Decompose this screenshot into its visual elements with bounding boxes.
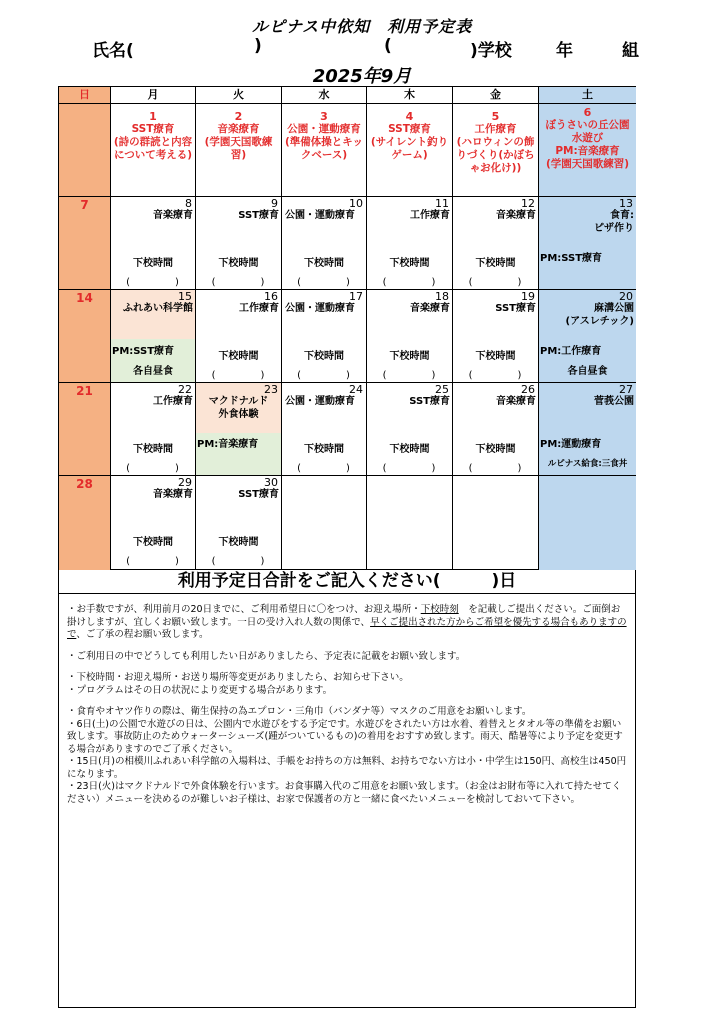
dismissal-time-field[interactable]: ( ) [126,556,180,567]
pm-activity: PM:SST療育 [112,346,175,357]
day-cell-11[interactable] [367,197,453,290]
dismissal-time-field[interactable]: ( ) [126,277,180,288]
day-activity: 音楽療育 [153,210,193,221]
day-number: 22 [178,383,192,396]
day-cell-14[interactable] [59,290,111,383]
day-number: 19 [521,290,535,303]
dismissal-time-label: 下校時間 [475,351,516,362]
day-activity: 菅莪公園 [594,396,634,407]
pm-activity: PM:音楽療育 [197,439,259,450]
month-title: 2025年9月 [312,66,412,87]
day-number: 1 [149,110,157,123]
day-cell-19[interactable] [453,290,539,383]
day-cell-16[interactable] [196,290,282,383]
school-label: )学校 [470,41,512,61]
day-activity: SST療育 [409,396,450,407]
day-number: 18 [435,290,449,303]
day-cell-30[interactable] [196,476,282,570]
lunch-note: 各自昼食 [133,366,173,377]
day-number: 29 [178,476,192,489]
day-activity: 音楽療育 [410,303,450,314]
day-number: 25 [435,383,449,396]
day-cell-4[interactable] [367,104,453,197]
dismissal-time-label: 下校時間 [218,537,259,548]
day-cell-3[interactable] [282,104,367,197]
dismissal-time-field[interactable]: ( ) [382,463,437,474]
day-activity: SST療育 [238,489,279,500]
pm-activity: PM:運動療育 [540,439,602,450]
day-activity: ふれあい科学館 [123,303,193,314]
calendar-grid [58,86,636,570]
day-number: 27 [619,383,633,396]
day-cell-24[interactable] [282,383,367,476]
dismissal-time-field[interactable]: ( ) [297,277,351,288]
day-cell-27[interactable] [539,383,636,476]
day-activity: 工作療育 [239,303,279,314]
day-number: 24 [349,383,363,396]
lunch-note: ルピナス給食:三食丼 [547,459,628,469]
dismissal-time-label: 下校時間 [133,444,173,455]
day-cell-9[interactable] [196,197,282,290]
day-number: 12 [521,197,535,210]
day-cell-6[interactable] [539,104,636,197]
name-label: 氏名( [92,41,134,61]
dismissal-time-field[interactable]: ( ) [297,370,351,381]
day-number: 17 [349,290,363,303]
dismissal-time-field[interactable]: ( ) [382,277,437,288]
weekday-thu: 木 [367,87,453,104]
pm-activity: PM:工作療育 [540,346,602,357]
day-number: 20 [619,290,633,303]
day-activity: ぼうさいの丘公園 水遊び PM:音楽療育 (学園天国歌練習) [545,119,630,170]
page-title: ルピナス中依知 利用予定表 [251,17,473,36]
day-number: 5 [491,110,500,123]
day-number: 9 [271,197,278,210]
day-activity: SST療育 (詩の群読と内容について考える) [113,123,193,161]
day-activity: 工作療育 [410,210,450,221]
dismissal-time-label: 下校時間 [475,258,516,269]
day-activity: 音楽療育 [153,489,193,500]
day-cell-21[interactable] [59,383,111,476]
day-cell-15[interactable] [111,290,196,383]
note-priority-days: ・ご利用日の中でどうしても利用したい日がありましたら、予定表に記載をお願い致します。 [67,650,466,662]
weekday-sat: 土 [539,87,636,104]
dismissal-time-label: 下校時間 [475,444,516,455]
day-number: 16 [264,290,278,303]
dismissal-time-label: 下校時間 [389,258,430,269]
dismissal-time-field[interactable]: ( ) [211,370,266,381]
day-number: 10 [349,197,363,210]
day-activity: SST療育 (サイレント釣りゲーム) [370,123,449,161]
day-cell-17[interactable] [282,290,367,383]
day-activity: SST療育 [238,210,279,221]
dismissal-time-label: 下校時間 [389,444,430,455]
day-activity: 食育: ピザ作り [594,210,634,234]
day-activity: 公園・運動療育 [285,303,355,314]
day-activity: 工作療育 (ハロウィンの飾りづくり(かぼちゃお化け)) [456,123,535,174]
day-activity: 工作療育 [153,396,193,407]
day-number: 14 [76,291,93,305]
day-activity: 音楽療育 [496,396,536,407]
day-activity: 麻溝公園 (アスレチック) [565,303,634,327]
day-number: 30 [264,476,278,489]
dismissal-time-label: 下校時間 [304,444,344,455]
dismissal-time-field[interactable]: ( ) [468,463,523,474]
day-cell-28[interactable] [59,476,111,570]
day-number: 15 [178,290,192,303]
day-number: 2 [234,110,243,123]
day-cell-empty [539,476,636,570]
day-cell-26[interactable] [453,383,539,476]
weekday-mon: 月 [111,87,196,104]
day-number: 26 [521,383,535,396]
note-changes: ・下校時間・お迎え場所・お送り場所等変更がありましたら、お知らせ下さい。 ・プログラムはその日の状況により変更する場合があります。 [67,672,409,696]
day-activity: 音楽療育 (学園天国歌練習) [204,123,273,161]
dismissal-time-label: 下校時間 [133,258,173,269]
day-number: 11 [435,197,449,210]
day-activity: 公園・運動療育 [285,396,355,407]
day-number: 6 [583,106,592,119]
dismissal-time-field[interactable]: ( ) [468,277,523,288]
day-cell-empty [282,476,367,570]
name-school-line [92,36,652,60]
day-activity: マクドナルド 外食体験 [208,396,269,420]
weekday-sun: 日 [59,87,111,104]
day-cell-7[interactable] [59,197,111,290]
day-cell-empty [367,476,453,570]
day-cell-10[interactable] [282,197,367,290]
dismissal-time-field[interactable]: ( ) [468,370,523,381]
note-submission: ・お手数ですが、利用前月の20日までに、ご利用希望日に〇をつけ、お迎え場所・下校時刻 を記載しご提出ください。ご面倒お掛けしますが、宜しくお願い致します。一日の受け入れ人数の関係で、早くご提出された方からご希望を優先する場合もありますので、ご了承の程お願い致します。 [67,604,627,640]
day-cell-empty [453,476,539,570]
dismissal-time-label: 下校時間 [218,351,259,362]
dismissal-time-label: 下校時間 [218,258,259,269]
day-cell-29[interactable] [111,476,196,570]
note-details: ・食育やオヤツ作りの際は、衛生保持の為エプロン・三角巾（バンダナ等）マスクのご用意をお願いします。 ・6日(土)の公園で水遊びの日は、公園内で水遊びをする予定です。水遊びをされたい方は水着、着替えとタオル等の準備をお願い致します。事故防止のためウォーターシューズ(踵がついているもの)の着用をおすすめ致します。雨天、酷暑等により予定を変更する場合がありますのでご了承ください。 ・15日(月)の相模川ふれあい科学館の入場料は、手帳をお持ちの方は無料、お持ちでない方は小・中学生は150円、高校生は450円になります。 ・23日(火)はマクドナルドで外食体験を行います。お食事購入代のご用意をお願い致します。（お金はお財布等に入れて持たせてください）メニューを決めるのが難しいお子様は、お家で保護者の方と一緒に食べたいメニューを検討しておいて下さい。 [67,706,627,805]
dismissal-time-label: 下校時間 [304,351,344,362]
class-label: 組 [622,41,639,61]
day-cell-18[interactable] [367,290,453,383]
day-cell-20[interactable] [539,290,636,383]
day-activity: 公園・運動療育 (準備体操とキックベース) [284,123,364,161]
day-number: 23 [264,383,278,396]
day-cell-12[interactable] [453,197,539,290]
dismissal-time-field[interactable]: ( ) [211,277,266,288]
day-number: 8 [185,197,192,210]
dismissal-time-field[interactable]: ( ) [126,463,180,474]
weekday-wed: 水 [282,87,367,104]
day-cell-25[interactable] [367,383,453,476]
day-cell-1[interactable] [111,104,196,197]
weekday-fri: 金 [453,87,539,104]
dismissal-time-label: 下校時間 [304,258,344,269]
dismissal-time-field[interactable]: ( ) [382,370,437,381]
day-number: 3 [320,110,328,123]
dismissal-time-field[interactable]: ( ) [297,463,351,474]
day-number: 13 [619,197,633,210]
dismissal-time-label: 下校時間 [133,537,173,548]
dismissal-time-label: 下校時間 [389,351,430,362]
dismissal-time-field[interactable]: ( ) [211,556,266,567]
day-number: 21 [76,384,93,398]
notes-section [58,594,636,1008]
year-label: 年 [556,41,573,61]
pm-activity: PM:SST療育 [540,253,603,264]
day-cell-23[interactable] [196,383,282,476]
day-cell-22[interactable] [111,383,196,476]
day-cell-empty [59,104,111,197]
day-cell-5[interactable] [453,104,539,197]
day-activity: SST療育 [495,303,536,314]
day-cell-8[interactable] [111,197,196,290]
day-number: 4 [405,110,414,123]
day-number: 28 [76,477,93,491]
name-close: ) [254,36,262,56]
day-number: 7 [80,198,89,212]
day-activity: 公園・運動療育 [285,210,355,221]
day-cell-13[interactable] [539,197,636,290]
lunch-note: 各自昼食 [567,366,608,377]
day-cell-2[interactable] [196,104,282,197]
total-days-field[interactable]: 利用予定日合計をご記入ください( )日 [58,570,636,594]
day-activity: 音楽療育 [496,210,536,221]
weekday-tue: 火 [196,87,282,104]
school-open: ( [384,36,392,56]
